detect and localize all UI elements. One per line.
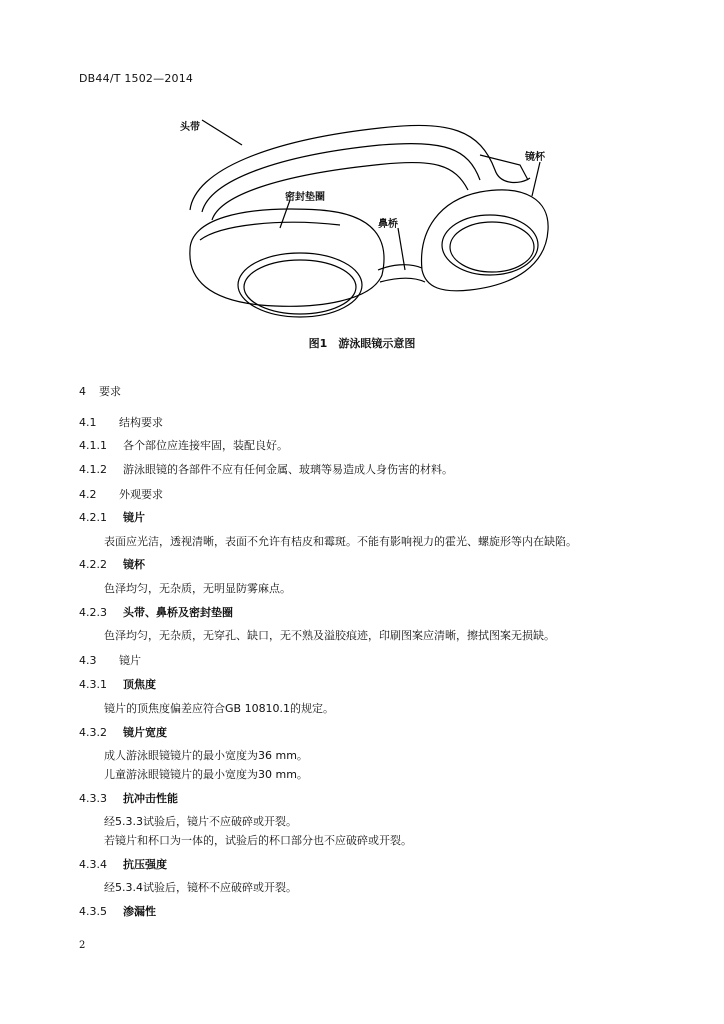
section-4-1-2: 4.1.2 游泳眼镜的各部件不应有任何金属、玻璃等易造成人身伤害的材料。 [79, 463, 453, 476]
section-4-2-3-heading: 4.2.3 头带、鼻桥及密封垫圈 [79, 606, 233, 619]
section-4-3-3-heading: 4.3.3 抗冲击性能 [79, 792, 178, 805]
label-gasket: 密封垫圈 [285, 192, 325, 203]
goggles-figure [150, 100, 580, 330]
section-4-3-5-heading: 4.3.5 渗漏性 [79, 905, 156, 918]
page-number: 2 [79, 940, 86, 951]
figure-caption: 图1 游泳眼镜示意图 [308, 337, 416, 350]
section-4-3-4-text: 经5.3.4试验后，镜杯不应破碎或开裂。 [104, 881, 297, 894]
section-4-2-2-heading: 4.2.2 镜杯 [79, 558, 145, 571]
section-4-3-2-text-2: 儿童游泳眼镜镜片的最小宽度为30 mm。 [104, 768, 308, 781]
section-4-2-heading: 4.2 外观要求 [79, 488, 163, 501]
section-4-3-3-text-1: 经5.3.3试验后，镜片不应破碎或开裂。 [104, 815, 297, 828]
label-strap: 头带 [180, 122, 200, 133]
section-4-3-2-heading: 4.3.2 镜片宽度 [79, 726, 167, 739]
section-4-2-3-text: 色泽均匀，无杂质，无穿孔、缺口，无不熟及溢胶痕迹，印刷图案应清晰，擦拭图案无损缺。 [104, 629, 555, 642]
section-4-2-2-text: 色泽均匀，无杂质，无明显防雾麻点。 [104, 582, 291, 595]
section-4-3-heading: 4.3 镜片 [79, 654, 141, 667]
document-id: DB44/T 1502—2014 [79, 72, 194, 85]
section-4-1-1: 4.1.1 各个部位应连接牢固，装配良好。 [79, 439, 288, 452]
section-4-2-1-text: 表面应光洁，透视清晰，表面不允许有桔皮和霉斑。不能有影响视力的霍光、螺旋形等内在缺陷。 [104, 535, 577, 548]
section-4-3-1-heading: 4.3.1 顶焦度 [79, 678, 156, 691]
label-cup: 镜杯 [525, 152, 545, 163]
label-nose-bridge: 鼻桥 [378, 219, 398, 230]
section-4-1-heading: 4.1 结构要求 [79, 416, 163, 429]
section-4-heading: 4 要求 [79, 385, 121, 398]
goggles-illustration [150, 100, 580, 330]
section-4-2-1-heading: 4.2.1 镜片 [79, 511, 145, 524]
section-4-3-2-text-1: 成人游泳眼镜镜片的最小宽度为36 mm。 [104, 749, 308, 762]
section-4-3-1-text: 镜片的顶焦度偏差应符合GB 10810.1的规定。 [104, 702, 335, 715]
section-4-3-3-text-2: 若镜片和杯口为一体的，试验后的杯口部分也不应破碎或开裂。 [104, 834, 412, 847]
section-4-3-4-heading: 4.3.4 抗压强度 [79, 858, 167, 871]
